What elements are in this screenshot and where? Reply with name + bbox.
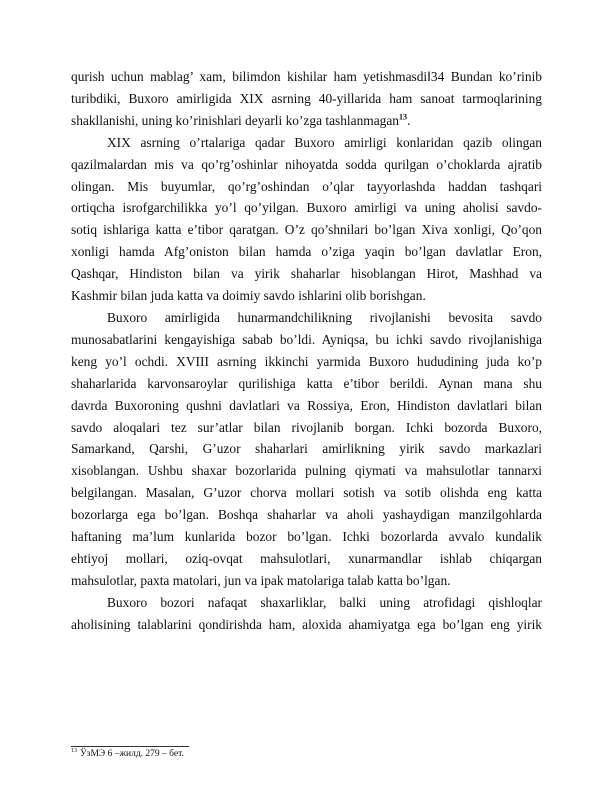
- text-line: [71, 110, 542, 132]
- body-text: [71, 66, 542, 636]
- footnote: [71, 748, 184, 760]
- text-line: olingan. Mis buyumlar, qo’rg’oshindan o’qlar tayyorlashda haddan tashqari: [71, 178, 542, 194]
- text-line: Buxoro amirligida hunarmandchilikning rivojlanishi bevosita savdo: [107, 309, 542, 325]
- footnote-number: 13: [71, 747, 77, 754]
- text-line: ehtiyoj mollari, oziq-ovqat mahsulotlari, xunarmandlar ishlab chiqargan: [71, 550, 542, 566]
- text-line-content: Kashmir bilan juda katta va doimiy savdo ishlarini olib borishgan.: [71, 288, 426, 304]
- text-line-content: shakllanishi, uning ko’rinishlari deyarli ko’zga tashlanmagan: [71, 112, 399, 128]
- text-line: qazilmalardan mis va qo’rg’oshinlar nihoyatda sodda qurilgan o’choklarda ajratib: [71, 156, 542, 172]
- text-line: [71, 285, 542, 307]
- text-line-end: .: [407, 112, 411, 128]
- text-line: belgilangan. Masalan, G’uzor chorva mollari sotish va sotib olishda eng katta: [71, 485, 542, 501]
- paragraph: [71, 66, 542, 132]
- paragraph: [71, 307, 542, 592]
- text-line: sotiq ishlariga katta e’tibor qaratgan. O’z qo’shnilari bo’lgan Xiva xonligi, Qo’qon: [71, 222, 542, 238]
- text-line: shaharlarida karvonsaroylar qurilishiga katta e’tibor berildi. Aynan mana shu: [71, 375, 542, 391]
- text-line: [71, 570, 542, 592]
- text-line: savdo aloqalari tez sur’atlar bilan rivojlanib borgan. Ichki bozorda Buxoro,: [71, 419, 542, 435]
- text-line: turibdiki, Buxoro amirligida XIX asrning 40-yillarida ham sanoat tarmoqlarining: [71, 90, 542, 106]
- footnote-divider: [71, 746, 189, 747]
- text-line: qurish uchun mablag’ xam, bilimdon kishilar ham yetishmasdi‖34 Bundan ko’rinib: [71, 69, 542, 84]
- text-line: xisoblangan. Ushbu shaxar bozorlarida pulning qiymati va mahsulotlar tannarxi: [71, 463, 542, 479]
- paragraph: [71, 592, 542, 636]
- text-line: haftaning ma’lum kunlarida bozor bo’lgan. Ichki bozorlarda avvalo kundalik: [71, 529, 542, 545]
- text-line: keng yo’l ochdi. XVIII asrning ikkinchi yarmida Buxoro hududining juda ko’p: [71, 353, 542, 369]
- text-line: munosabatlarini kengayishiga sabab bo’ldi. Ayniqsa, bu ichki savdo rivojlanishiga: [71, 331, 542, 347]
- text-line: bozorlarga ega bo’lgan. Boshqa shaharlar va aholi yashaydigan manzilgohlarda: [71, 507, 542, 523]
- footnote-reference: 13: [399, 112, 407, 122]
- text-line: XIX asrning o’rtalariga qadar Buxoro amirligi konlaridan qazib olingan: [107, 134, 542, 150]
- text-line: xonligi hamda Afg’oniston bilan hamda o’ziga yaqin bo’lgan davlatlar Eron,: [71, 244, 542, 260]
- text-line: Samarkand, Qarshi, G’uzor shaharlari amirlikning yirik savdo markazlari: [71, 441, 542, 457]
- paragraph: [71, 132, 542, 307]
- text-line: davrda Buxoroning qushni davlatlari va Rossiya, Eron, Hindiston davlatlari bilan: [71, 397, 542, 413]
- text-line: Qashqar, Hindiston bilan va yirik shaharlar hisoblangan Hirot, Mashhad va: [71, 266, 542, 282]
- text-line: aholisining talablarini qondirishda ham, aloxida ahamiyatga ega bo’lgan eng yirik: [71, 616, 542, 632]
- text-line: ortiqcha isrofgarchilikka yo’l qo’yilgan. Buxoro amirligi va uning aholisi savdo-: [71, 200, 542, 216]
- text-line-content: mahsulotlar, paxta matolari, jun va ipak matolariga talab katta bo’lgan.: [71, 572, 451, 588]
- footnote-text: ЎзМЭ 6 –жилд. 279 – бет.: [80, 749, 184, 759]
- text-line: Buxoro bozori nafaqat shaxarliklar, balki uning atrofidagi qishloqlar: [107, 594, 542, 610]
